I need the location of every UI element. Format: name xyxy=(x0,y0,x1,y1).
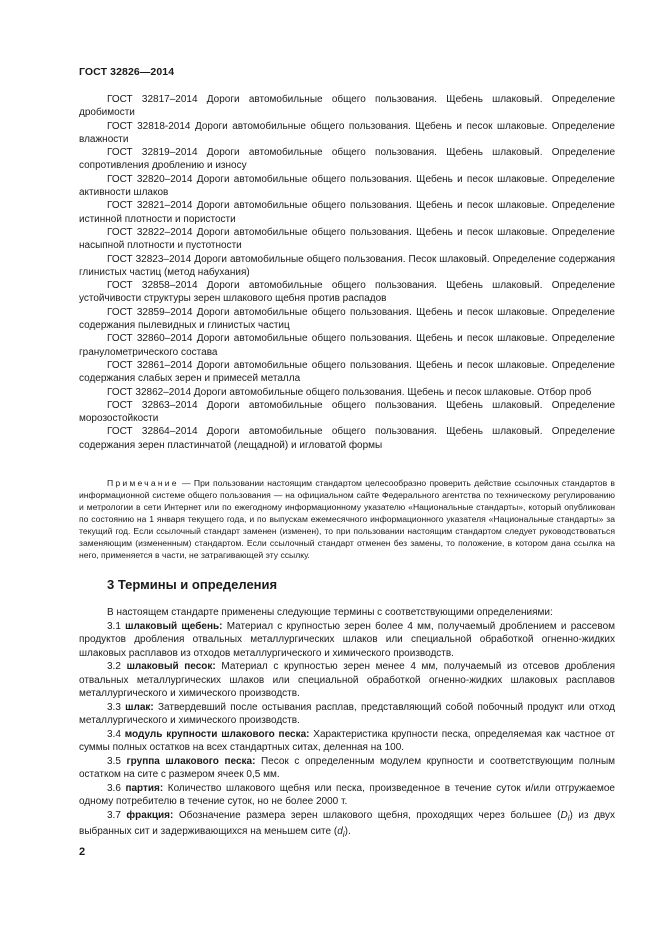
term-definition: Обозначение размера зерен шлакового щебня, проходящих через большее ( xyxy=(173,809,561,821)
symbol-upper-d: D xyxy=(560,809,568,821)
term-number: 3.5 xyxy=(107,755,121,767)
term-definition: ). xyxy=(344,826,351,837)
note-text: — При пользовании настоящим стандартом целесообразно проверить действие ссылочных стандартов в информационной системе общего пользования — на официальном сайте Федерального агентства по техническому регулированию и метрологии в сети Интернет или по ежегодному информационному указателю «Национальные стандарты», который опубликован по состоянию на 1 января текущего года, и по выпускам ежемесячного информационного указателя «Национальные стандарты» за текущий год. Если ссылочный стандарт заменен (изменен), то при пользовании настоящим стандартом следует руководствоваться заменяющим (измененным) стандартом. Если ссылочный стандарт отменен без замены, то положение, в котором дана ссылка на него, применяется в части, не затрагивающей эту ссылку. xyxy=(79,478,615,560)
term-number: 3.4 xyxy=(107,728,121,740)
reference-item: ГОСТ 32863–2014 Дороги автомобильные общего пользования. Щебень шлаковый. Определение морозостойкости xyxy=(79,399,615,425)
document-header: ГОСТ 32826—2014 xyxy=(79,66,175,78)
symbol-subscript: i xyxy=(567,812,570,823)
reference-item: ГОСТ 32817–2014 Дороги автомобильные общего пользования. Щебень шлаковый. Определение дробимости xyxy=(79,94,615,119)
term-definition: Количество шлакового щебня или песка, произведенное в течение суток и/или отгружаемое одному потребителю в течение суток, но не более 2000 т. xyxy=(79,782,615,807)
term-item xyxy=(79,755,615,782)
reference-item: ГОСТ 32864–2014 Дороги автомобильные общего пользования. Щебень шлаковый. Определение содержания зерен пластинчатой (лещадной) и игловатой формы xyxy=(79,426,615,451)
term-number: 3.2 xyxy=(107,661,121,672)
term-name: фракция: xyxy=(126,809,174,821)
term-number: 3.7 xyxy=(107,809,121,821)
term-definition: Материал с крупностью зерен менее 4 мм, получаемый из отсевов дробления отвальных металлургических шлаков или специальной обработкой огненно-жидких шлаковых расплавов металлургического и химического производств. xyxy=(79,661,615,699)
term-definition: Характеристика крупности песка, определяемая как частное от суммы полных остатков на всех стандартных ситах, деленная на 100. xyxy=(79,728,616,753)
reference-item: ГОСТ 32820–2014 Дороги автомобильные общего пользования. Щебень и песок шлаковые. Определение активности шлаков xyxy=(79,173,615,199)
page-number: 2 xyxy=(79,846,86,858)
term-name: модуль крупности шлакового песка: xyxy=(124,728,310,740)
terms-intro: В настоящем стандарте применены следующие термины с соответствующими определениями: xyxy=(107,607,553,618)
reference-item: ГОСТ 32858–2014 Дороги автомобильные общего пользования. Щебень шлаковый. Определение устойчивости структуры зерен шлакового щебня против распадов xyxy=(79,280,615,305)
terms-definitions xyxy=(79,606,615,842)
term-item xyxy=(79,809,615,842)
term-item xyxy=(79,701,615,728)
term-name: группа шлакового песка: xyxy=(126,755,256,767)
reference-item: ГОСТ 32859–2014 Дороги автомобильные общего пользования. Щебень и песок шлаковые. Определение содержания пылевидных и глинистых частиц xyxy=(79,306,615,332)
symbol-lower-d: d xyxy=(337,826,343,837)
reference-item: ГОСТ 32821–2014 Дороги автомобильные общего пользования. Щебень и песок шлаковые. Определение истинной плотности и пористости xyxy=(79,200,615,225)
reference-item: ГОСТ 32822–2014 Дороги автомобильные общего пользования. Щебень и песок шлаковые. Определение насыпной плотности и пустотности xyxy=(79,226,615,252)
term-definition: Материал с крупностью зерен более 4 мм, получаемый дроблением и рассевом продуктов дробления отвальных металлургических шлаков или специальной обработкой огненно-жидких шлаковых расплавов из отходов металлургического и химического производств. xyxy=(79,620,616,659)
reference-item: ГОСТ 32819–2014 Дороги автомобильные общего пользования. Щебень шлаковый. Определение сопротивления дроблению и износу xyxy=(79,147,615,172)
term-item xyxy=(79,660,615,701)
term-item xyxy=(79,620,615,661)
references-note xyxy=(79,477,615,561)
term-name: шлаковый щебень: xyxy=(125,620,223,632)
term-definition: Затвердевший после остывания расплав, представляющий собой побочный продукт или отход металлургического и химического производств. xyxy=(79,701,616,726)
reference-item: ГОСТ 32818-2014 Дороги автомобильные общего пользования. Щебень и песок шлаковые. Определение влажности xyxy=(79,120,615,145)
normative-references-list xyxy=(79,93,615,452)
term-definition: ) из двух выбранных сит и задерживающихся на меньшем сите ( xyxy=(79,809,615,837)
term-definition: Песок с определенным модулем крупности и соответствующим полным остатком на сите с размером ячеек 0,5 мм. xyxy=(79,755,616,780)
section-heading: 3 Термины и определения xyxy=(107,577,278,592)
note-label: Примечание xyxy=(107,478,179,488)
term-name: партия: xyxy=(125,782,164,794)
reference-item: ГОСТ 32862–2014 Дороги автомобильные общего пользования. Щебень и песок шлаковые. Отбор проб xyxy=(107,386,592,398)
term-number: 3.6 xyxy=(107,782,121,794)
term-item xyxy=(79,728,615,755)
term-number: 3.1 xyxy=(107,620,121,632)
reference-item: ГОСТ 32823–2014 Дороги автомобильные общего пользования. Песок шлаковый. Определение содержания глинистых частиц (метод набухания) xyxy=(79,253,615,278)
reference-item: ГОСТ 32861–2014 Дороги автомобильные общего пользования. Щебень и песок шлаковые. Определение содержания слабых зерен и примесей металла xyxy=(79,359,615,385)
term-name: шлаковый песок: xyxy=(126,661,216,672)
term-item xyxy=(79,782,615,809)
symbol-subscript: i xyxy=(342,829,345,839)
term-name: шлак: xyxy=(125,701,154,713)
term-number: 3.3 xyxy=(107,701,121,713)
reference-item: ГОСТ 32860–2014 Дороги автомобильные общего пользования. Щебень и песок шлаковые. Определение гранулометрического состава xyxy=(79,333,615,358)
